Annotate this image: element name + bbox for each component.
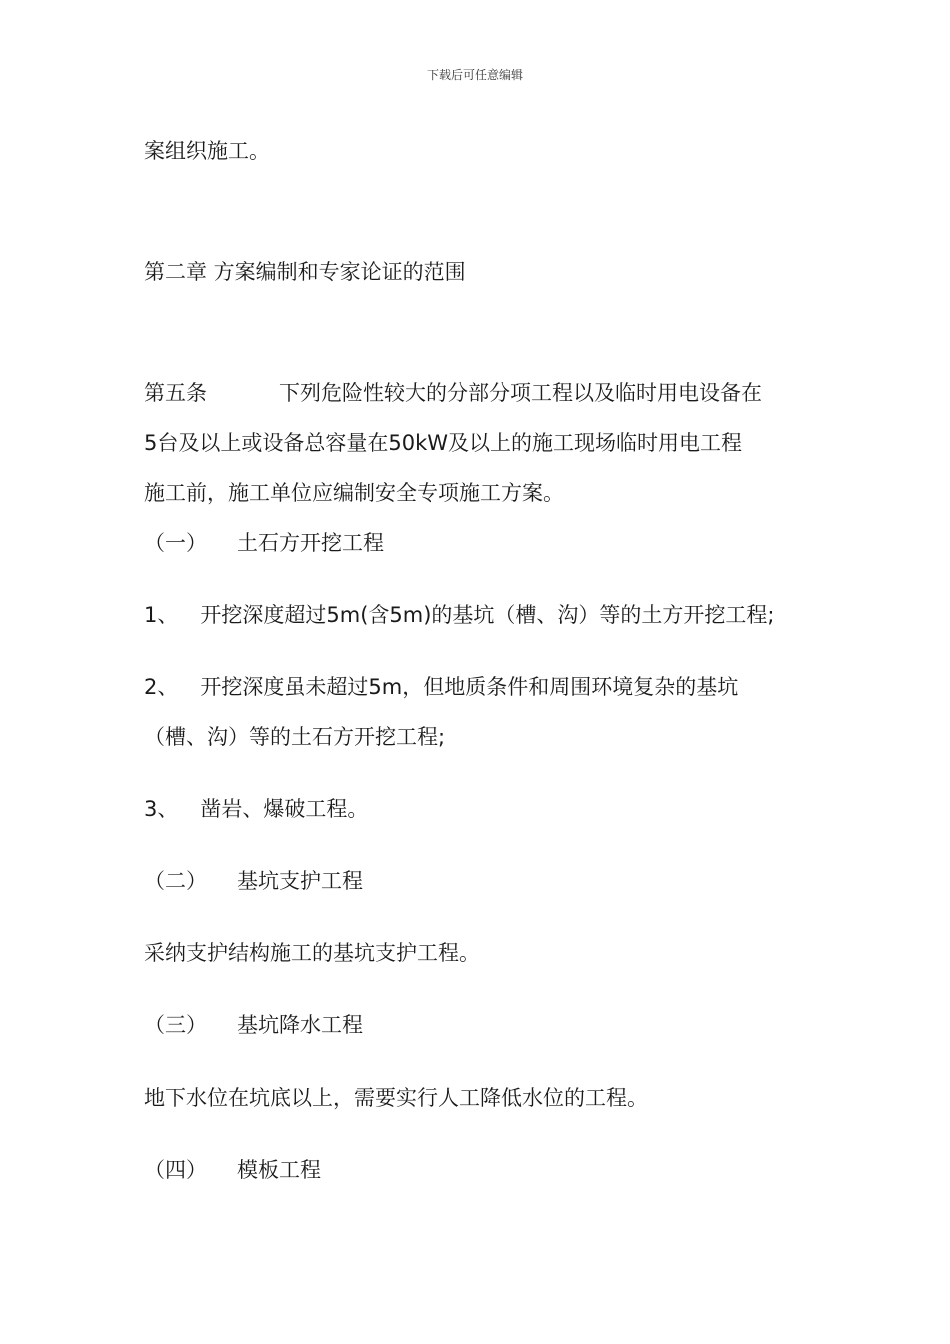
item-text: 凿岩、爆破工程。 (200, 797, 369, 821)
section-1-heading (144, 528, 384, 558)
list-item-3 (144, 794, 368, 824)
section-2-text: 采纳支护结构施工的基坑支护工程。 (144, 941, 480, 965)
section-number: （二） (144, 869, 207, 893)
section-number: （三） (144, 1013, 207, 1037)
article-5-line-3: 施工前，施工单位应编制安全专项施工方案。 (144, 481, 564, 505)
section-3-text: 地下水位在坑底以上，需要实行人工降低水位的工程。 (144, 1086, 648, 1110)
section-4-heading (144, 1155, 321, 1185)
list-item-2 (144, 672, 738, 702)
section-number: （四） (144, 1158, 207, 1182)
item-number: 2、 (144, 675, 179, 699)
item-text: 开挖深度虽未超过5m，但地质条件和周围环境复杂的基坑 (200, 675, 739, 699)
chapter-heading: 第二章 方案编制和专家论证的范围 (144, 260, 466, 284)
section-2-heading (144, 866, 363, 896)
item-text: 开挖深度超过5m(含5m)的基坑（槽、沟）等的土方开挖工程; (200, 603, 775, 627)
list-item-2-continuation: （槽、沟）等的土石方开挖工程; (144, 725, 446, 749)
article-5-line (144, 378, 762, 408)
item-number: 1、 (144, 603, 179, 627)
section-title: 基坑支护工程 (237, 869, 363, 893)
article-label: 第五条 (144, 381, 207, 405)
article-5-line-2: 5台及以上或设备总容量在50kW及以上的施工现场临时用电工程 (144, 431, 743, 455)
article-text: 下列危险性较大的分部分项工程以及临时用电设备在 (279, 381, 762, 405)
section-3-heading (144, 1010, 363, 1040)
section-title: 土石方开挖工程 (237, 531, 384, 555)
list-item-1 (144, 600, 774, 630)
paragraph-line: 案组织施工。 (144, 139, 270, 163)
item-number: 3、 (144, 797, 179, 821)
section-title: 模板工程 (237, 1158, 321, 1182)
section-number: （一） (144, 531, 207, 555)
section-title: 基坑降水工程 (237, 1013, 363, 1037)
page-header: 下载后可任意编辑 (426, 68, 523, 82)
